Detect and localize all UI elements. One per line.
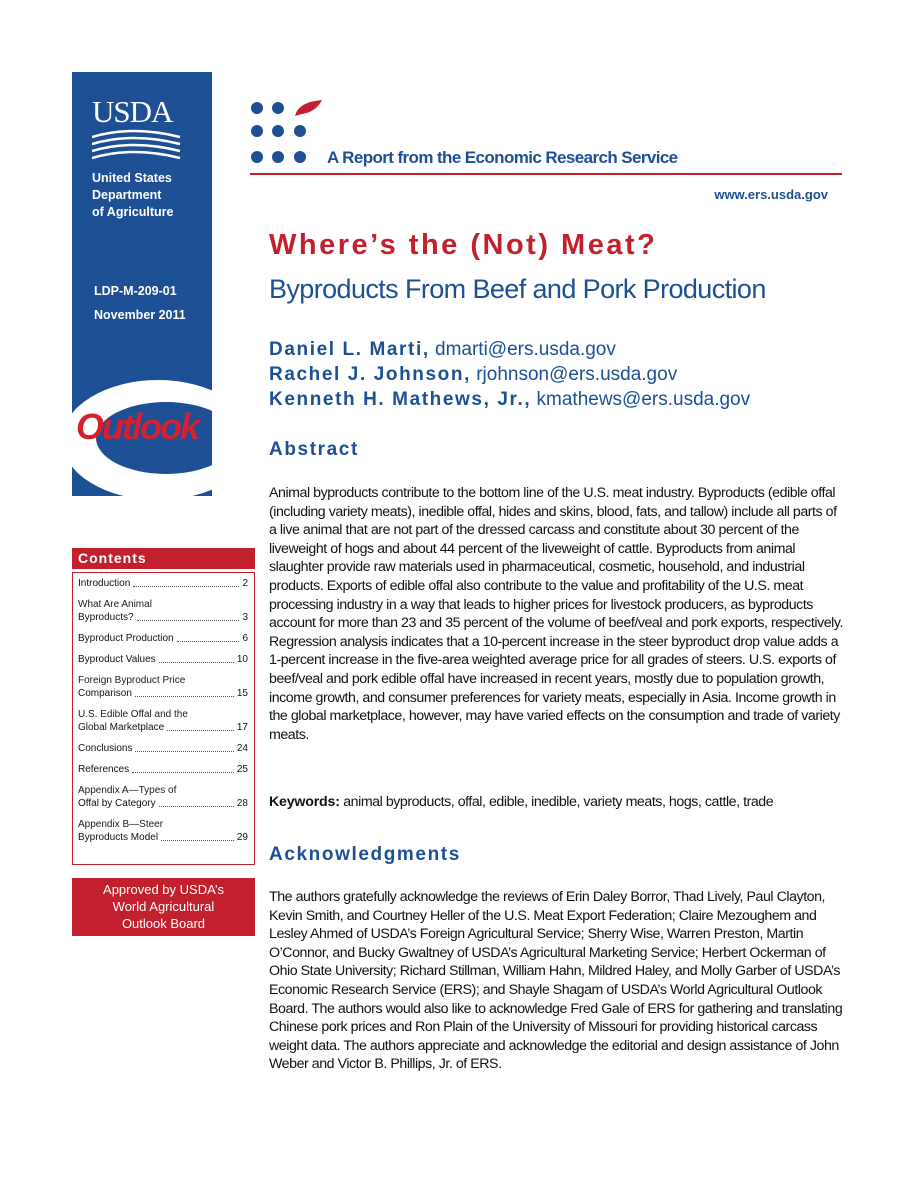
toc-item[interactable]: Byproduct Production 6 (78, 633, 248, 644)
abstract-heading: Abstract (269, 439, 359, 460)
department-name: United States Department of Agriculture (92, 171, 174, 219)
acknowledgments-heading: Acknowledgments (269, 844, 461, 865)
author-email[interactable]: rjohnson@ers.usda.gov (476, 364, 678, 385)
toc-item[interactable]: Introduction 2 (78, 578, 248, 589)
author-email[interactable]: dmarti@ers.usda.gov (435, 339, 616, 360)
toc-item[interactable]: What Are Animal Byproducts? 3 (78, 599, 248, 623)
usda-hills-icon (92, 129, 182, 163)
author-line: Rachel J. Johnson, rjohnson@ers.usda.gov (269, 364, 678, 385)
author-line: Kenneth H. Mathews, Jr., kmathews@ers.usda.gov (269, 389, 751, 410)
report-code: LDP-M-209-01 (94, 284, 177, 298)
report-date: November 2011 (94, 308, 186, 322)
ers-dots-logo-icon (250, 100, 330, 166)
authors-list (269, 337, 750, 412)
toc-item[interactable]: U.S. Edible Offal and the Global Marketplace 17 (78, 709, 248, 733)
toc-item[interactable]: Appendix B—Steer Byproducts Model 29 (78, 819, 248, 843)
acknowledgments-text: The authors gratefully acknowledge the reviews of Erin Daley Borror, Thad Lively, Paul Clayton, Kevin Smith, and Courtney Heller of the U.S. Meat Export Federation; Claire Mezoughem and Lesley Ahmed of USDA’s Foreign Agricultural Service; Sherry Wise, Warren Preston, Martin O’Connor, and Bucky Gwaltney of USDA’s Agricultural Marketing Service; Herbert Ockerman of Ohio State University; Richard Stillman, William Hahn, Mildred Haley, and Molly Garber of USDA’s Economic Research Service (ERS); and Shayle Shagam of USDA’s World Agricultural Outlook Board. The authors would also like to acknowledge Fred Gale of ERS for gathering and translating Chinese pork prices and Ron Plain of the University of Missouri for providing historical carcass weight data. The authors appreciate and acknowledge the editorial and design assistance of John Weber and Victor B. Phillips, Jr. of ERS. (269, 889, 843, 1073)
page-subtitle: Byproducts From Beef and Pork Production (269, 274, 766, 304)
page-title: Where’s the (Not) Meat? (269, 229, 658, 261)
usda-sidebar (72, 72, 212, 496)
author-email[interactable]: kmathews@ers.usda.gov (536, 389, 751, 410)
approved-notice: Approved by USDA’s World Agricultural Outlook Board (72, 878, 255, 936)
toc-item[interactable]: Appendix A—Types of Offal by Category 28 (78, 785, 248, 809)
ers-url-link[interactable]: www.ers.usda.gov (714, 187, 828, 202)
toc-item[interactable]: Byproduct Values 10 (78, 654, 248, 665)
header-divider (250, 173, 842, 175)
usda-logo-text: USDA (92, 94, 173, 129)
table-of-contents (72, 572, 255, 865)
toc-item[interactable]: References 25 (78, 764, 248, 775)
author-line: Daniel L. Marti, dmarti@ers.usda.gov (269, 339, 616, 360)
outlook-logo: Outlook (76, 406, 198, 447)
abstract-text: Animal byproducts contribute to the bottom line of the U.S. meat industry. Byproducts (edible offal (including variety meats), inedible offal, hides and skins, blood, fats, and tallow) include all parts of a live animal that are not part of the dressed carcass and constitute about 30 percent of the liveweight of hogs and about 44 percent of the liveweight of cattle. Byproducts from animal slaughter provide raw materials used in pharmaceutical, cosmetic, household, and industrial products. Exports of edible offal also contribute to the value and profitability of the U.S. meat processing industry in a way that leads to higher prices for livestock producers, as byproducts account for more than 23 and 35 percent of the volume of beef/veal and pork exports, respectively. Regression analysis indicates that a 10-percent increase in the steer byproduct drop value adds a 1-percent increase in the five-area weighted average price for all grades of steers. U.S. exports of beef/veal and pork edible offal have increased in recent years, mostly due to population growth, income growth, and consumer preferences for variety meats, especially in Asia. Income growth in the global marketplace, however, may have varied effects on the consumption and trade of variety meats. (269, 485, 843, 743)
toc-item[interactable]: Conclusions 24 (78, 743, 248, 754)
toc-item[interactable]: Foreign Byproduct Price Comparison 15 (78, 675, 248, 699)
ers-report-title: A Report from the Economic Research Service (327, 148, 678, 167)
keywords-line: Keywords: animal byproducts, offal, edible, inedible, variety meats, hogs, cattle, trade (269, 794, 774, 810)
contents-heading: Contents (72, 548, 255, 569)
usda-logo (92, 96, 182, 166)
